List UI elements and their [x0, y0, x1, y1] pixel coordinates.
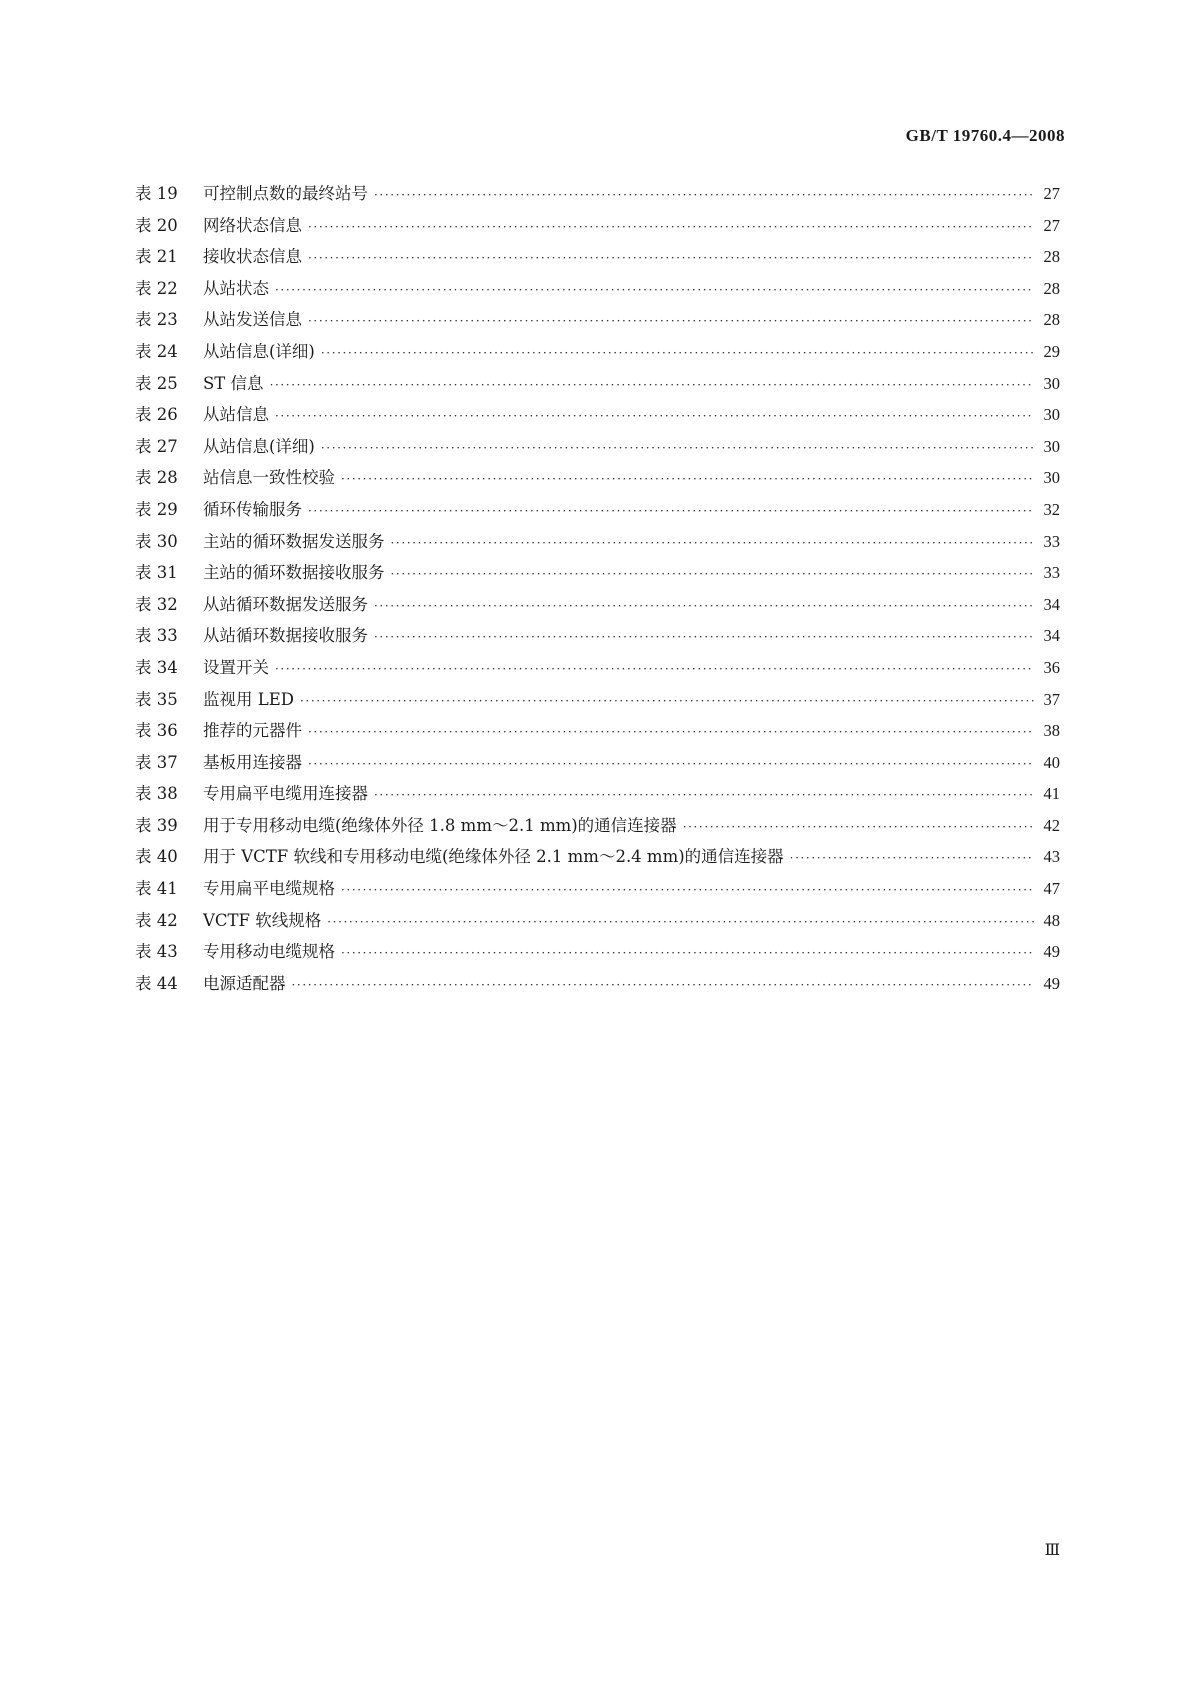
toc-entry-title: ST 信息: [203, 373, 264, 393]
toc-entry-title: 监视用 LED: [203, 689, 294, 709]
toc-entry[interactable]: [135, 812, 1060, 844]
toc-dot-leader: [308, 220, 1034, 234]
toc-entry[interactable]: [135, 433, 1060, 465]
toc-entry-title: 基板用连接器: [203, 752, 302, 772]
toc-entry-title: 用于 VCTF 软线和专用移动电缆(绝缘体外径 2.1 mm～2.4 mm)的通信连接器: [203, 847, 784, 867]
toc-entry-number: 表 38: [135, 784, 178, 804]
toc-entry-title: 专用扁平电缆用连接器: [203, 784, 368, 804]
toc-entry-number: 表 28: [135, 468, 178, 488]
toc-entry-number: 表 24: [135, 341, 178, 361]
toc-entry-page: 36: [1043, 657, 1060, 677]
toc-entry-title: VCTF 软线规格: [203, 910, 322, 930]
toc-dot-leader: [275, 662, 1034, 676]
toc-entry-number: 表 42: [135, 910, 178, 930]
toc-entry-title: 站信息一致性校验: [203, 468, 335, 488]
toc-dot-leader: [374, 630, 1034, 644]
toc-entry[interactable]: [135, 970, 1060, 1002]
toc-entry-number: 表 34: [135, 657, 178, 677]
toc-entry-number: 表 29: [135, 499, 178, 519]
toc-entry[interactable]: [135, 338, 1060, 370]
toc-entry[interactable]: [135, 907, 1060, 939]
toc-dot-leader: [391, 536, 1035, 550]
toc-entry[interactable]: [135, 843, 1060, 875]
toc-entry-page: 34: [1043, 626, 1060, 646]
toc-dot-leader: [308, 504, 1034, 518]
toc-entry[interactable]: [135, 654, 1060, 686]
toc-dot-leader: [391, 567, 1035, 581]
toc-dot-leader: [374, 599, 1034, 613]
toc-entry-title: 电源适配器: [203, 973, 286, 993]
toc-entry[interactable]: [135, 780, 1060, 812]
toc-entry-number: 表 32: [135, 594, 178, 614]
toc-dot-leader: [341, 472, 1034, 486]
toc-dot-leader: [300, 694, 1034, 708]
toc-dot-leader: [683, 820, 1034, 834]
toc-entry[interactable]: [135, 243, 1060, 275]
toc-entry-number: 表 25: [135, 373, 178, 393]
toc-dot-leader: [308, 725, 1034, 739]
toc-entry-title: 从站状态: [203, 278, 269, 298]
toc-dot-leader: [308, 314, 1034, 328]
toc-entry-title: 网络状态信息: [203, 215, 302, 235]
toc-entry-page: 32: [1043, 499, 1060, 519]
toc-entry-page: 34: [1043, 594, 1060, 614]
toc-entry-page: 48: [1043, 910, 1060, 930]
toc-entry[interactable]: [135, 717, 1060, 749]
toc-entry-number: 表 30: [135, 531, 178, 551]
toc-entry[interactable]: [135, 749, 1060, 781]
toc-entry-number: 表 19: [135, 184, 178, 203]
toc-dot-leader: [321, 346, 1034, 360]
toc-entry-page: 28: [1043, 310, 1060, 330]
toc-entry[interactable]: [135, 212, 1060, 244]
toc-entry-number: 表 37: [135, 752, 178, 772]
toc-entry[interactable]: [135, 275, 1060, 307]
toc-entry-page: 28: [1043, 247, 1060, 267]
toc-entry-page: 49: [1043, 973, 1060, 993]
toc-entry-page: 42: [1043, 815, 1060, 835]
toc-entry[interactable]: [135, 370, 1060, 402]
toc-entry-number: 表 44: [135, 973, 178, 993]
toc-entry-number: 表 41: [135, 879, 178, 899]
toc-entry-title: 主站的循环数据发送服务: [203, 531, 385, 551]
toc-dot-leader: [270, 378, 1034, 392]
toc-entry-title: 专用扁平电缆规格: [203, 879, 335, 899]
toc-entry[interactable]: [135, 306, 1060, 338]
toc-entry[interactable]: [135, 496, 1060, 528]
toc-entry-page: 33: [1043, 531, 1060, 551]
toc-entry-page: 30: [1043, 373, 1060, 393]
toc-entry-page: 49: [1043, 942, 1060, 962]
document-code: GB/T 19760.4—2008: [905, 126, 1065, 145]
toc-entry-page: 30: [1043, 436, 1060, 456]
toc-entry-title: 专用移动电缆规格: [203, 942, 335, 962]
toc-entry-page: 47: [1043, 879, 1060, 899]
toc-entry-page: 27: [1043, 215, 1060, 235]
toc-entry[interactable]: [135, 464, 1060, 496]
toc-entry-number: 表 43: [135, 942, 178, 962]
toc-entry-number: 表 33: [135, 626, 178, 646]
toc-entry[interactable]: [135, 559, 1060, 591]
toc-entry-number: 表 39: [135, 815, 178, 835]
toc-dot-leader: [341, 946, 1034, 960]
toc-entry-title: 从站发送信息: [203, 310, 302, 330]
toc-entry-number: 表 20: [135, 215, 178, 235]
toc-entry-page: 30: [1043, 405, 1060, 425]
toc-dot-leader: [374, 788, 1034, 802]
toc-entry-page: 30: [1043, 468, 1060, 488]
toc-entry-number: 表 35: [135, 689, 178, 709]
toc-entry-number: 表 40: [135, 847, 178, 867]
toc-entry[interactable]: [135, 180, 1060, 212]
toc-entry[interactable]: [135, 591, 1060, 623]
toc-entry-title: 推荐的元器件: [203, 721, 302, 741]
toc-entry-title: 从站信息(详细): [203, 436, 315, 456]
toc-entry-title: 从站信息(详细): [203, 341, 315, 361]
toc-entry-number: 表 23: [135, 310, 178, 330]
toc-dot-leader: [790, 851, 1034, 865]
toc-entry-title: 循环传输服务: [203, 499, 302, 519]
toc-entry-title: 从站循环数据发送服务: [203, 594, 368, 614]
page-number: Ⅲ: [1044, 1542, 1060, 1559]
toc-entry-page: 40: [1043, 752, 1060, 772]
toc-dot-leader: [374, 188, 1034, 202]
toc-entry-title: 接收状态信息: [203, 247, 302, 267]
toc-entry-number: 表 21: [135, 247, 178, 267]
table-of-contents: [135, 180, 1060, 1001]
toc-dot-leader: [327, 915, 1034, 929]
toc-entry-number: 表 27: [135, 436, 178, 456]
toc-entry-number: 表 22: [135, 278, 178, 298]
toc-entry-title: 从站信息: [203, 405, 269, 425]
toc-entry[interactable]: [135, 686, 1060, 718]
toc-entry-number: 表 26: [135, 405, 178, 425]
toc-dot-leader: [275, 283, 1034, 297]
toc-entry-page: 29: [1043, 341, 1060, 361]
toc-entry-title: 设置开关: [203, 657, 269, 677]
toc-dot-leader: [341, 883, 1034, 897]
toc-entry-title: 可控制点数的最终站号: [203, 184, 368, 203]
toc-entry[interactable]: [135, 875, 1060, 907]
toc-entry[interactable]: [135, 938, 1060, 970]
toc-entry[interactable]: [135, 622, 1060, 654]
toc-dot-leader: [308, 251, 1034, 265]
toc-entry[interactable]: [135, 401, 1060, 433]
toc-entry-page: 28: [1043, 278, 1060, 298]
toc-entry-page: 38: [1043, 721, 1060, 741]
toc-dot-leader: [275, 409, 1034, 423]
toc-entry[interactable]: [135, 528, 1060, 560]
toc-entry-number: 表 31: [135, 563, 178, 583]
toc-entry-page: 43: [1043, 847, 1060, 867]
toc-entry-title: 从站循环数据接收服务: [203, 626, 368, 646]
toc-entry-page: 37: [1043, 689, 1060, 709]
toc-entry-page: 27: [1043, 184, 1060, 203]
toc-dot-leader: [292, 978, 1035, 992]
toc-entry-title: 主站的循环数据接收服务: [203, 563, 385, 583]
toc-entry-number: 表 36: [135, 721, 178, 741]
toc-entry-title: 用于专用移动电缆(绝缘体外径 1.8 mm～2.1 mm)的通信连接器: [203, 815, 677, 835]
toc-dot-leader: [308, 757, 1034, 771]
toc-entry-page: 33: [1043, 563, 1060, 583]
toc-entry-page: 41: [1043, 784, 1060, 804]
toc-dot-leader: [321, 441, 1034, 455]
